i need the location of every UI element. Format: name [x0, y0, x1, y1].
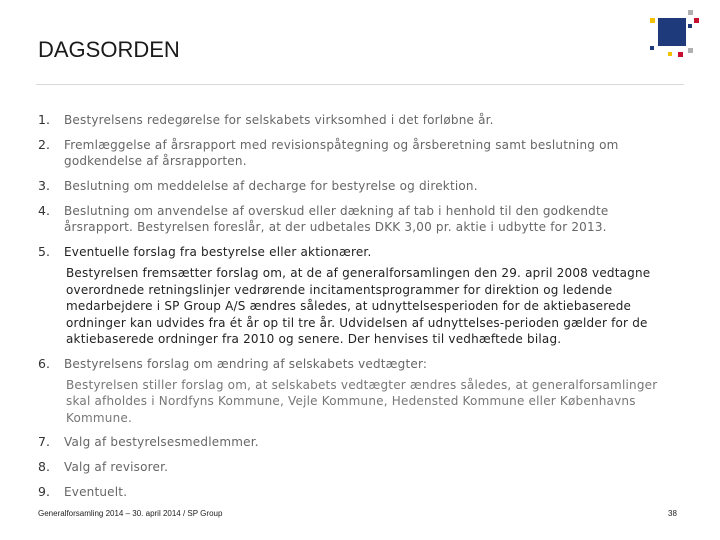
- agenda-item-5: 5. Eventuelle forslag fra bestyrelse eller aktionærer.: [38, 244, 372, 259]
- agenda-item-5-detail: Bestyrelsen fremsætter forslag om, at de af generalforsamlingen den 29. april 2008 vedtagne overordnede retningslinjer vedrørende incitamentsprogrammer for direktion og ledende medarbejdere i SP Group A/S ændres således, at udnyttelsesperioden for de aktiebaserede ordninger kan udvides fra ét år op til tre år. Udvidelsen af udnyttelses-perioden gælder for de aktiebaserede ordninger fra 2010 og senere. Der henvises til vedhæftede bilag.: [66, 266, 651, 346]
- agenda-item-1: 1. Bestyrelsens redegørelse for selskabets virksomhed i det forløbne år.: [38, 112, 494, 127]
- agenda-item-6-detail: Bestyrelsen stiller forslag om, at selskabets vedtægter ændres således, at generalforsamlinger skal afholdes i Nordfyns Kommune, Vejle Kommune, Hedensted Kommune eller Københavns Kommune.: [66, 377, 658, 425]
- agenda-item-4: 4. Beslutning om anvendelse af overskud eller dækning af tab i henhold til den godkendte årsrapport. Bestyrelsen foreslår, at der udbetales DKK 3,00 pr. aktie i udbytte for 2013.: [38, 203, 609, 234]
- agenda-item-9: 9. Eventuelt.: [38, 484, 128, 499]
- page-number: 38: [668, 509, 677, 518]
- title-divider: [36, 84, 684, 85]
- agenda-item-3: 3. Beslutning om meddelelse af decharge for bestyrelse og direktion.: [38, 178, 478, 193]
- agenda-item-8: 8. Valg af revisorer.: [38, 459, 169, 474]
- sp-group-logo-icon: [648, 8, 702, 62]
- footer-text: Generalforsamling 2014 – 30. april 2014 / SP Group: [38, 509, 223, 518]
- agenda-item-6: 6. Bestyrelsens forslag om ændring af selskabets vedtægter:: [38, 355, 428, 371]
- page-title: DAGSORDEN: [38, 37, 180, 62]
- agenda-item-7: 7. Valg af bestyrelsesmedlemmer.: [38, 434, 259, 449]
- agenda-list: [38, 112, 678, 509]
- agenda-item-2: 2. Fremlæggelse af årsrapport med revisionspåtegning og årsberetning samt beslutning om godkendelse af årsrapporten.: [38, 137, 619, 168]
